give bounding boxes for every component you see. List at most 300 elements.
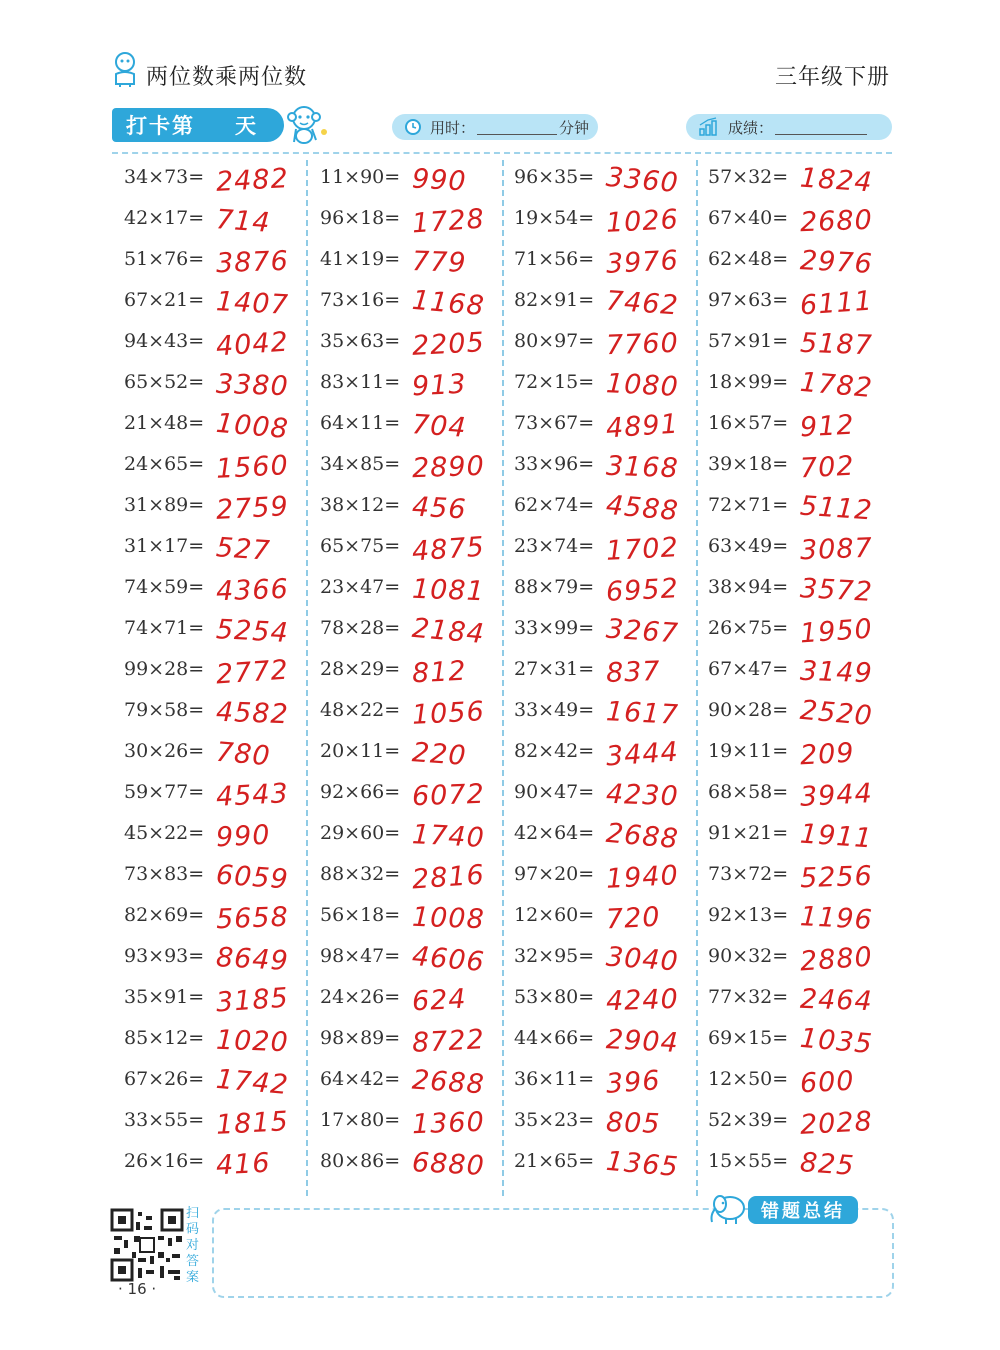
problem-row: [308, 286, 502, 327]
problem-expression: 57×91=: [708, 330, 789, 352]
problem-row: [696, 1024, 890, 1065]
handwritten-answer[interactable]: 1026: [605, 204, 680, 239]
problem-row: [502, 163, 696, 204]
problem-expression: 33×49=: [514, 699, 595, 721]
handwritten-answer[interactable]: 779: [411, 246, 468, 279]
problem-expression: 74×59=: [124, 576, 205, 598]
problem-expression: 73×72=: [708, 863, 789, 885]
problem-expression: 67×26=: [124, 1068, 205, 1090]
problem-expression: 19×11=: [708, 740, 789, 762]
handwritten-answer[interactable]: 220: [410, 737, 468, 772]
score-field: [686, 114, 892, 140]
problem-row: [112, 327, 306, 368]
handwritten-answer[interactable]: 5658: [215, 901, 290, 936]
problem-expression: 62×74=: [514, 494, 595, 516]
problem-expression: 83×11=: [320, 371, 401, 393]
problem-column: [112, 163, 306, 1188]
problem-expression: 42×17=: [124, 207, 205, 229]
problem-row: [696, 450, 890, 491]
problem-expression: 82×69=: [124, 904, 205, 926]
qr-code-icon[interactable]: [110, 1208, 184, 1282]
handwritten-answer[interactable]: 1008: [214, 407, 290, 446]
problem-row: [696, 983, 890, 1024]
problem-row: [502, 860, 696, 901]
problem-expression: 34×85=: [320, 453, 401, 475]
problem-row: [696, 204, 890, 245]
problem-row: [502, 368, 696, 409]
problem-expression: 64×42=: [320, 1068, 401, 1090]
checkin-prefix: 打卡第: [126, 114, 195, 138]
handwritten-answer[interactable]: 2482: [215, 163, 290, 198]
problem-row: [112, 614, 306, 655]
handwritten-answer[interactable]: 1940: [605, 860, 680, 895]
problem-expression: 11×90=: [320, 166, 401, 188]
problem-expression: 98×47=: [320, 945, 401, 967]
handwritten-answer[interactable]: 1740: [411, 819, 486, 854]
handwritten-answer[interactable]: 624: [411, 983, 468, 1018]
problem-expression: 12×50=: [708, 1068, 789, 1090]
problem-row: [112, 573, 306, 614]
problem-row: [308, 1147, 502, 1188]
problem-expression: 65×52=: [124, 371, 205, 393]
handwritten-answer[interactable]: 2520: [798, 694, 874, 733]
time-input[interactable]: [477, 120, 557, 135]
handwritten-answer[interactable]: 1824: [799, 162, 874, 199]
handwritten-answer[interactable]: 825: [798, 1147, 856, 1182]
problem-expression: 35×23=: [514, 1109, 595, 1131]
problem-row: [308, 163, 502, 204]
handwritten-answer[interactable]: 6880: [411, 1147, 486, 1182]
problem-row: [502, 1106, 696, 1147]
problem-row: [308, 1024, 502, 1065]
problem-expression: 93×93=: [124, 945, 205, 967]
handwritten-answer[interactable]: 2688: [604, 817, 680, 856]
problem-row: [502, 1024, 696, 1065]
problem-row: [696, 696, 890, 737]
problem-expression: 33×99=: [514, 617, 595, 639]
problem-expression: 30×26=: [124, 740, 205, 762]
handwritten-answer[interactable]: 1020: [215, 1024, 290, 1059]
problem-expression: 80×97=: [514, 330, 595, 352]
problem-expression: 59×77=: [124, 781, 205, 803]
problem-row: [112, 860, 306, 901]
problem-expression: 26×16=: [124, 1150, 205, 1172]
handwritten-answer[interactable]: 1407: [215, 286, 290, 321]
problem-expression: 82×91=: [514, 289, 595, 311]
problem-row: [696, 614, 890, 655]
problem-expression: 65×75=: [320, 535, 401, 557]
problem-expression: 67×47=: [708, 658, 789, 680]
problem-row: [112, 778, 306, 819]
problem-expression: 72×71=: [708, 494, 789, 516]
problem-row: [502, 778, 696, 819]
handwritten-answer[interactable]: 6059: [215, 859, 290, 896]
clock-icon: [404, 118, 422, 136]
problem-column: [308, 163, 502, 1188]
problem-row: [696, 737, 890, 778]
time-label: 用时：: [430, 118, 476, 137]
problem-expression: 26×75=: [708, 617, 789, 639]
handwritten-answer[interactable]: 4582: [215, 696, 290, 731]
problem-expression: 29×60=: [320, 822, 401, 844]
handwritten-answer[interactable]: 1056: [411, 696, 486, 731]
problem-expression: 33×55=: [124, 1109, 205, 1131]
handwritten-answer[interactable]: 4606: [410, 940, 486, 979]
problem-row: [308, 819, 502, 860]
handwritten-answer[interactable]: 702: [799, 450, 856, 485]
handwritten-answer[interactable]: 1911: [799, 818, 874, 855]
handwritten-answer[interactable]: 5187: [799, 327, 874, 362]
problem-row: [308, 491, 502, 532]
handwritten-answer[interactable]: 2680: [799, 204, 874, 239]
handwritten-answer[interactable]: 456: [411, 491, 468, 526]
problem-row: [308, 737, 502, 778]
problem-row: [696, 1065, 890, 1106]
problem-row: [502, 614, 696, 655]
handwritten-answer[interactable]: 7462: [605, 285, 680, 322]
problem-expression: 44×66=: [514, 1027, 595, 1049]
problem-expression: 94×43=: [124, 330, 205, 352]
handwritten-answer[interactable]: 2772: [215, 654, 290, 691]
handwritten-answer[interactable]: 5112: [799, 490, 874, 527]
header-divider: [112, 152, 892, 154]
handwritten-answer[interactable]: 2688: [411, 1064, 486, 1101]
handwritten-answer[interactable]: 416: [215, 1147, 272, 1182]
handwritten-answer[interactable]: 3380: [215, 368, 290, 403]
problem-row: [696, 860, 890, 901]
handwritten-answer[interactable]: 1702: [605, 532, 680, 567]
handwritten-answer[interactable]: 714: [214, 204, 272, 239]
problem-expression: 68×58=: [708, 781, 789, 803]
problem-expression: 72×15=: [514, 371, 595, 393]
handwritten-answer[interactable]: 1035: [798, 1022, 874, 1061]
problem-expression: 97×20=: [514, 863, 595, 885]
handwritten-answer[interactable]: 720: [605, 901, 662, 936]
handwritten-answer[interactable]: 209: [799, 737, 856, 772]
problem-expression: 82×42=: [514, 740, 595, 762]
handwritten-answer[interactable]: 3149: [799, 655, 874, 690]
problem-column: [696, 163, 890, 1188]
problem-expression: 79×58=: [124, 699, 205, 721]
problem-expression: 92×66=: [320, 781, 401, 803]
handwritten-answer[interactable]: 780: [214, 736, 272, 773]
problem-row: [112, 163, 306, 204]
problem-expression: 27×31=: [514, 658, 595, 680]
problem-row: [502, 901, 696, 942]
handwritten-answer[interactable]: 4240: [605, 983, 680, 1018]
handwritten-answer[interactable]: 1196: [799, 901, 874, 936]
problem-expression: 67×40=: [708, 207, 789, 229]
problem-row: [308, 901, 502, 942]
handwritten-answer[interactable]: 1617: [605, 696, 680, 731]
handwritten-answer[interactable]: 3168: [605, 450, 680, 485]
handwritten-answer[interactable]: 8649: [215, 942, 290, 977]
handwritten-answer[interactable]: 1008: [411, 901, 486, 936]
handwritten-answer[interactable]: 990: [215, 819, 272, 854]
problem-expression: 21×65=: [514, 1150, 595, 1172]
problem-row: [112, 245, 306, 286]
problem-expression: 57×32=: [708, 166, 789, 188]
problem-expression: 96×18=: [320, 207, 401, 229]
problem-expression: 97×63=: [708, 289, 789, 311]
handwritten-answer[interactable]: 3444: [605, 736, 680, 773]
problem-row: [308, 942, 502, 983]
handwritten-answer[interactable]: 4366: [215, 573, 290, 608]
scan-for-answers-label: 扫码对答案: [186, 1206, 200, 1285]
problem-row: [308, 983, 502, 1024]
problem-expression: 99×28=: [124, 658, 205, 680]
handwritten-answer[interactable]: 4042: [215, 326, 290, 363]
problem-expression: 80×86=: [320, 1150, 401, 1172]
problem-expression: 73×16=: [320, 289, 401, 311]
problem-row: [112, 1147, 306, 1188]
problem-expression: 52×39=: [708, 1109, 789, 1131]
problem-row: [308, 245, 502, 286]
problem-expression: 35×91=: [124, 986, 205, 1008]
handwritten-answer[interactable]: 1360: [411, 1106, 486, 1141]
problem-expression: 42×64=: [514, 822, 595, 844]
time-field: [392, 114, 598, 140]
problem-expression: 62×48=: [708, 248, 789, 270]
problem-row: [112, 368, 306, 409]
handwritten-answer[interactable]: 4588: [604, 489, 680, 528]
handwritten-answer[interactable]: 2184: [410, 612, 486, 651]
handwritten-answer[interactable]: 3876: [215, 245, 290, 280]
problem-row: [696, 327, 890, 368]
problem-expression: 34×73=: [124, 166, 205, 188]
problem-expression: 31×17=: [124, 535, 205, 557]
problem-expression: 90×47=: [514, 781, 595, 803]
problem-expression: 35×63=: [320, 330, 401, 352]
problem-row: [502, 532, 696, 573]
problem-row: [112, 942, 306, 983]
problem-row: [696, 491, 890, 532]
handwritten-answer[interactable]: 704: [410, 409, 468, 444]
handwritten-answer[interactable]: 3087: [799, 532, 874, 567]
problem-row: [502, 573, 696, 614]
problem-row: [112, 696, 306, 737]
problem-row: [308, 573, 502, 614]
problem-row: [502, 696, 696, 737]
handwritten-answer[interactable]: 4875: [411, 531, 486, 568]
problem-row: [308, 655, 502, 696]
handwritten-answer[interactable]: 8722: [411, 1024, 486, 1059]
handwritten-answer[interactable]: 3185: [215, 982, 290, 1019]
problem-expression: 48×22=: [320, 699, 401, 721]
problem-row: [696, 286, 890, 327]
problem-row: [502, 450, 696, 491]
bar-chart-icon: [698, 117, 720, 137]
problem-row: [502, 1065, 696, 1106]
handwritten-answer[interactable]: 1728: [411, 203, 486, 240]
problem-row: [502, 737, 696, 778]
handwritten-answer[interactable]: 2890: [411, 450, 486, 485]
handwritten-answer[interactable]: 805: [605, 1107, 662, 1140]
page-title: 两位数乘两位数: [146, 65, 308, 90]
page-number: · 16 ·: [118, 1280, 157, 1298]
problem-row: [696, 1147, 890, 1188]
problem-row: [308, 696, 502, 737]
handwritten-answer[interactable]: 3040: [605, 941, 680, 978]
problem-expression: 17×80=: [320, 1109, 401, 1131]
problem-expression: 63×49=: [708, 535, 789, 557]
score-label: 成绩：: [728, 118, 774, 137]
handwritten-answer[interactable]: 527: [214, 532, 272, 567]
handwritten-answer[interactable]: 1365: [604, 1145, 680, 1184]
problem-row: [696, 1106, 890, 1147]
problem-expression: 23×74=: [514, 535, 595, 557]
handwritten-answer[interactable]: 2976: [799, 245, 874, 280]
handwritten-answer[interactable]: 1168: [410, 284, 486, 323]
problem-row: [308, 327, 502, 368]
problem-row: [112, 655, 306, 696]
handwritten-answer[interactable]: 6072: [411, 778, 486, 813]
problem-row: [502, 983, 696, 1024]
problem-expression: 38×94=: [708, 576, 789, 598]
problem-expression: 85×12=: [124, 1027, 205, 1049]
handwritten-answer[interactable]: 2028: [799, 1106, 874, 1141]
problem-expression: 23×47=: [320, 576, 401, 598]
handwritten-answer[interactable]: 1560: [215, 450, 290, 485]
problem-row: [112, 532, 306, 573]
problem-expression: 90×28=: [708, 699, 789, 721]
problem-row: [502, 409, 696, 450]
handwritten-answer[interactable]: 2880: [799, 941, 874, 978]
elephant-icon: [706, 1190, 752, 1226]
problem-row: [696, 778, 890, 819]
handwritten-answer[interactable]: 5254: [215, 614, 290, 649]
handwritten-answer[interactable]: 4543: [215, 778, 290, 813]
handwritten-answer[interactable]: 2759: [215, 491, 290, 526]
handwritten-answer[interactable]: 5256: [799, 860, 874, 895]
handwritten-answer[interactable]: 3976: [605, 245, 680, 280]
problem-row: [696, 368, 890, 409]
handwritten-answer[interactable]: 1742: [214, 1063, 290, 1102]
problem-column: [502, 163, 696, 1188]
problem-row: [696, 942, 890, 983]
handwritten-answer[interactable]: 4891: [605, 408, 680, 445]
handwritten-answer[interactable]: 1782: [798, 366, 874, 405]
mistake-summary-label: 错题总结: [748, 1196, 858, 1224]
problem-row: [696, 573, 890, 614]
problem-row: [308, 1106, 502, 1147]
problem-row: [502, 819, 696, 860]
problem-row: [112, 286, 306, 327]
handwritten-answer[interactable]: 600: [799, 1065, 856, 1100]
mascot-logo-icon: [108, 50, 142, 88]
handwritten-answer[interactable]: 3360: [604, 161, 680, 200]
problem-row: [502, 491, 696, 532]
problem-expression: 28×29=: [320, 658, 401, 680]
handwritten-answer[interactable]: 837: [605, 656, 662, 689]
problem-row: [112, 1106, 306, 1147]
handwritten-answer[interactable]: 2816: [411, 859, 486, 896]
problem-row: [112, 1065, 306, 1106]
problem-row: [112, 204, 306, 245]
problem-expression: 20×11=: [320, 740, 401, 762]
handwritten-answer[interactable]: 2205: [411, 327, 486, 362]
handwritten-answer[interactable]: 7760: [605, 327, 680, 362]
problem-expression: 73×67=: [514, 412, 595, 434]
handwritten-answer[interactable]: 1081: [411, 573, 486, 608]
handwritten-answer[interactable]: 1080: [605, 368, 680, 403]
handwritten-answer[interactable]: 3572: [799, 573, 874, 608]
problem-row: [502, 655, 696, 696]
problem-expression: 88×32=: [320, 863, 401, 885]
problem-expression: 69×15=: [708, 1027, 789, 1049]
problem-expression: 64×11=: [320, 412, 401, 434]
problem-row: [502, 245, 696, 286]
handwritten-answer[interactable]: 6111: [799, 285, 874, 322]
problem-row: [696, 245, 890, 286]
problem-row: [696, 409, 890, 450]
handwritten-answer[interactable]: 2464: [799, 983, 874, 1018]
problem-expression: 98×89=: [320, 1027, 401, 1049]
problem-row: [308, 778, 502, 819]
problem-expression: 56×18=: [320, 904, 401, 926]
problem-expression: 53×80=: [514, 986, 595, 1008]
handwritten-answer[interactable]: 3944: [799, 778, 874, 813]
problem-row: [308, 368, 502, 409]
problem-row: [696, 532, 890, 573]
problem-row: [308, 532, 502, 573]
handwritten-answer[interactable]: 2904: [605, 1024, 680, 1059]
problem-expression: 45×22=: [124, 822, 205, 844]
handwritten-answer[interactable]: 912: [799, 409, 856, 444]
problem-row: [308, 1065, 502, 1106]
problem-expression: 36×11=: [514, 1068, 595, 1090]
checkin-suffix: 天: [235, 114, 258, 138]
problem-expression: 51×76=: [124, 248, 205, 270]
problem-row: [696, 163, 890, 204]
score-input[interactable]: [775, 120, 867, 135]
problem-expression: 24×26=: [320, 986, 401, 1008]
handwritten-answer[interactable]: 4230: [605, 778, 680, 813]
handwritten-answer[interactable]: 3267: [605, 613, 680, 650]
problem-row: [112, 1024, 306, 1065]
problem-expression: 33×96=: [514, 453, 595, 475]
problem-expression: 71×56=: [514, 248, 595, 270]
problem-row: [696, 901, 890, 942]
problem-row: [112, 983, 306, 1024]
handwritten-answer[interactable]: 1950: [799, 613, 874, 650]
problem-expression: 90×32=: [708, 945, 789, 967]
problem-row: [502, 942, 696, 983]
handwritten-answer[interactable]: 1815: [215, 1106, 290, 1141]
problem-row: [112, 409, 306, 450]
problem-expression: 67×21=: [124, 289, 205, 311]
problem-expression: 12×60=: [514, 904, 595, 926]
problem-row: [112, 737, 306, 778]
problem-expression: 74×71=: [124, 617, 205, 639]
handwritten-answer[interactable]: 6952: [605, 573, 680, 608]
problem-expression: 77×32=: [708, 986, 789, 1008]
handwritten-answer[interactable]: 396: [604, 1065, 662, 1100]
problem-row: [502, 286, 696, 327]
problem-expression: 18×99=: [708, 371, 789, 393]
problem-row: [112, 819, 306, 860]
handwritten-answer[interactable]: 990: [411, 163, 468, 198]
problem-row: [696, 819, 890, 860]
problem-row: [308, 450, 502, 491]
problem-expression: 16×57=: [708, 412, 789, 434]
problem-expression: 92×13=: [708, 904, 789, 926]
problem-row: [502, 204, 696, 245]
handwritten-answer[interactable]: 913: [411, 368, 468, 403]
problem-expression: 88×79=: [514, 576, 595, 598]
problem-expression: 96×35=: [514, 166, 595, 188]
handwritten-answer[interactable]: 812: [411, 655, 468, 690]
